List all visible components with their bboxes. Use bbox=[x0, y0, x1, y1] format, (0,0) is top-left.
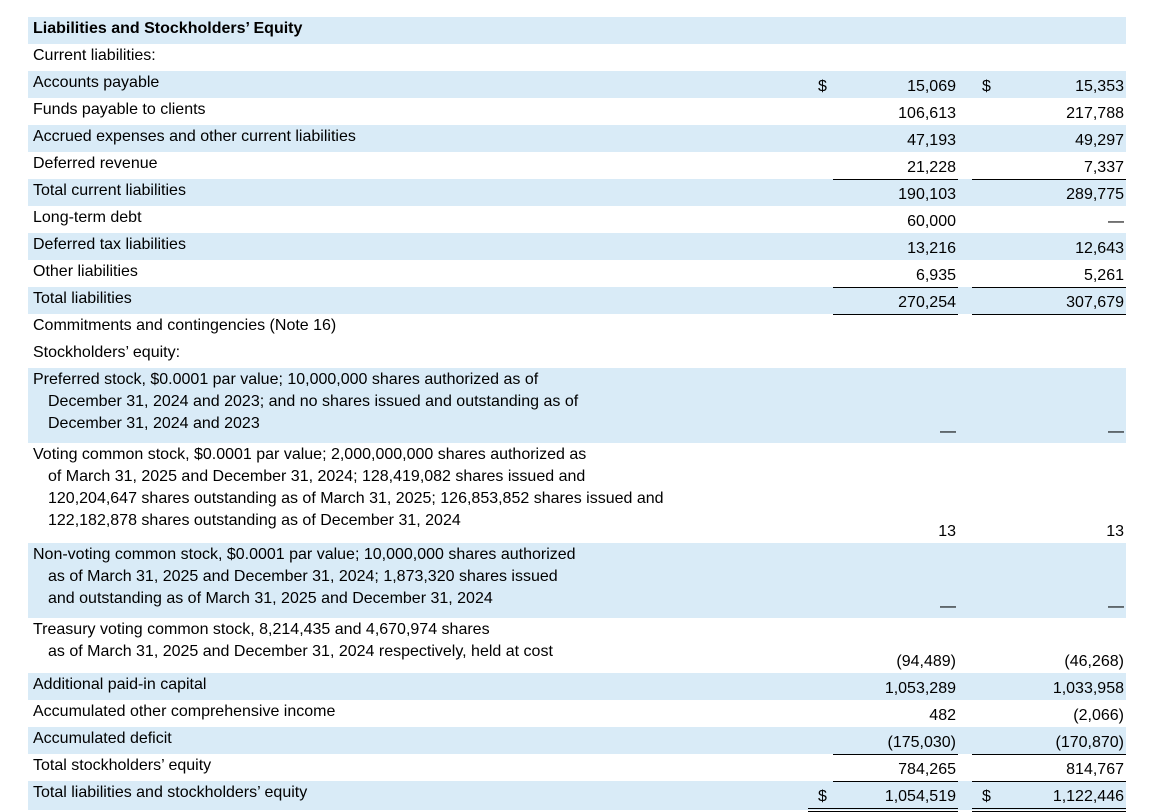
currency-symbol bbox=[972, 125, 997, 152]
value-2024: — bbox=[1108, 213, 1124, 230]
currency-symbol bbox=[972, 233, 997, 260]
value-2024: (170,870) bbox=[997, 727, 1126, 754]
currency-symbol bbox=[972, 179, 997, 206]
value-2025: 270,254 bbox=[833, 287, 958, 314]
table-row bbox=[28, 71, 1126, 98]
row-label: Long-term debt bbox=[33, 209, 142, 226]
value-2025: 21,228 bbox=[833, 152, 958, 179]
currency-symbol bbox=[972, 618, 997, 673]
row-label: Deferred tax liabilities bbox=[28, 233, 808, 260]
table-row bbox=[28, 368, 1126, 443]
value-2025: (175,030) bbox=[833, 727, 958, 754]
currency-symbol bbox=[808, 673, 833, 700]
row-label: Treasury voting common stock, 8,214,435 and 4,670,974 shares as of March 31, 2025 and December 31, 2024 respectively, held at cost bbox=[33, 621, 553, 660]
table-row bbox=[28, 125, 1126, 152]
row-label: Accounts payable bbox=[28, 71, 808, 98]
value-2024: — bbox=[997, 368, 1126, 443]
row-label: Accumulated deficit bbox=[28, 727, 808, 754]
row-label: Stockholders’ equity: bbox=[33, 344, 181, 361]
currency-symbol bbox=[972, 260, 997, 287]
value-2024: 307,679 bbox=[997, 287, 1126, 314]
row-label: Voting common stock, $0.0001 par value; 2,000,000,000 shares authorized as of March 31, 2025 and December 31, 2024; 128,419,082 shares issued and 120,204,647 shares outstanding as of March 31, 2025; 126,853,852 shares issued and 122,182,878 shares outstanding as of December 31, 2024 bbox=[33, 446, 664, 529]
currency-symbol bbox=[972, 152, 997, 179]
value-2024: 5,261 bbox=[997, 260, 1126, 287]
table-row bbox=[28, 727, 1126, 754]
currency-symbol bbox=[808, 125, 833, 152]
value-2024 bbox=[997, 341, 1126, 368]
row-label: Accrued expenses and other current liabilities bbox=[28, 125, 808, 152]
value-2024: 15,353 bbox=[997, 71, 1126, 98]
table-row bbox=[28, 700, 1126, 727]
currency-symbol bbox=[972, 543, 997, 618]
value-2024: 814,767 bbox=[997, 754, 1126, 781]
currency-symbol: $ bbox=[972, 781, 997, 810]
currency-symbol bbox=[972, 368, 997, 443]
value-2025: 13 bbox=[938, 523, 956, 540]
value-2024 bbox=[997, 44, 1126, 71]
row-label: Other liabilities bbox=[33, 263, 138, 280]
row-label: Liabilities and Stockholders’ Equity bbox=[28, 17, 808, 44]
value-2025: 784,265 bbox=[833, 754, 958, 781]
value-2025 bbox=[833, 44, 958, 71]
value-2025: 1,053,289 bbox=[833, 673, 958, 700]
currency-symbol bbox=[808, 314, 833, 341]
value-2024: 1,122,446 bbox=[997, 781, 1126, 810]
value-2024 bbox=[997, 314, 1126, 341]
table-row bbox=[28, 152, 1126, 179]
value-2024: (2,066) bbox=[1073, 707, 1124, 724]
currency-symbol: $ bbox=[972, 71, 997, 98]
value-2025: 47,193 bbox=[833, 125, 958, 152]
value-2025 bbox=[833, 314, 958, 341]
value-2024: 217,788 bbox=[1066, 105, 1124, 122]
table-row bbox=[28, 673, 1126, 700]
currency-symbol: $ bbox=[808, 781, 833, 810]
currency-symbol bbox=[808, 543, 833, 618]
currency-symbol bbox=[972, 17, 997, 44]
table-row bbox=[28, 260, 1126, 287]
currency-symbol bbox=[808, 17, 833, 44]
row-label: Accumulated other comprehensive income bbox=[33, 703, 336, 720]
currency-symbol bbox=[972, 754, 997, 781]
value-2025: 1,054,519 bbox=[833, 781, 958, 810]
value-2025: 60,000 bbox=[907, 213, 956, 230]
currency-symbol bbox=[808, 98, 833, 125]
value-2025 bbox=[833, 17, 958, 44]
table-row bbox=[28, 98, 1126, 125]
currency-symbol bbox=[972, 287, 997, 314]
value-2024: (46,268) bbox=[1064, 653, 1124, 670]
table-row bbox=[28, 314, 1126, 341]
currency-symbol bbox=[808, 443, 833, 543]
row-label: Current liabilities: bbox=[33, 47, 156, 64]
currency-symbol bbox=[808, 260, 833, 287]
row-label: Total liabilities bbox=[28, 287, 808, 314]
row-label: Preferred stock, $0.0001 par value; 10,000,000 shares authorized as of December 31, 2024 and 2023; and no shares issued and outstanding as of December 31, 2024 and 2023 bbox=[28, 368, 808, 443]
value-2025: — bbox=[833, 368, 958, 443]
currency-symbol bbox=[972, 98, 997, 125]
table-row bbox=[28, 179, 1126, 206]
row-label: Additional paid-in capital bbox=[28, 673, 808, 700]
value-2024: 49,297 bbox=[997, 125, 1126, 152]
currency-symbol bbox=[972, 443, 997, 543]
value-2024: — bbox=[997, 543, 1126, 618]
table-row bbox=[28, 17, 1126, 44]
table-row bbox=[28, 341, 1126, 368]
currency-symbol bbox=[972, 44, 997, 71]
currency-symbol bbox=[972, 341, 997, 368]
row-label: Total liabilities and stockholders’ equity bbox=[28, 781, 808, 810]
table-row bbox=[28, 443, 1126, 543]
currency-symbol bbox=[972, 206, 997, 233]
currency-symbol bbox=[808, 233, 833, 260]
currency-symbol bbox=[808, 727, 833, 754]
currency-symbol: $ bbox=[808, 71, 833, 98]
value-2025: 13,216 bbox=[833, 233, 958, 260]
row-label: Non-voting common stock, $0.0001 par value; 10,000,000 shares authorized as of March 31, 2025 and December 31, 2024; 1,873,320 shares issued and outstanding as of March 31, 2025 and December 31, 2024 bbox=[28, 543, 808, 618]
table-row bbox=[28, 206, 1126, 233]
currency-symbol bbox=[808, 206, 833, 233]
row-label: Total current liabilities bbox=[28, 179, 808, 206]
table-row bbox=[28, 543, 1126, 618]
currency-symbol bbox=[808, 287, 833, 314]
currency-symbol bbox=[808, 618, 833, 673]
row-label: Total stockholders’ equity bbox=[33, 757, 212, 774]
value-2025: (94,489) bbox=[896, 653, 956, 670]
row-label: Funds payable to clients bbox=[33, 101, 206, 118]
currency-symbol bbox=[808, 179, 833, 206]
row-label: Deferred revenue bbox=[33, 155, 158, 172]
currency-symbol bbox=[972, 673, 997, 700]
value-2024: 12,643 bbox=[997, 233, 1126, 260]
currency-symbol bbox=[808, 152, 833, 179]
currency-symbol bbox=[972, 727, 997, 754]
currency-symbol bbox=[972, 314, 997, 341]
value-2024: 13 bbox=[1106, 523, 1124, 540]
value-2025 bbox=[833, 341, 958, 368]
value-2024 bbox=[997, 17, 1126, 44]
currency-symbol bbox=[808, 754, 833, 781]
value-2025: 6,935 bbox=[833, 260, 958, 287]
value-2025: 106,613 bbox=[898, 105, 956, 122]
currency-symbol bbox=[808, 700, 833, 727]
table-row bbox=[28, 44, 1126, 71]
value-2025: 190,103 bbox=[833, 179, 958, 206]
table-row bbox=[28, 781, 1126, 810]
currency-symbol bbox=[808, 44, 833, 71]
balance-sheet-table bbox=[28, 17, 1126, 812]
row-label: Commitments and contingencies (Note 16) bbox=[33, 317, 337, 334]
balance-sheet-body bbox=[28, 17, 1126, 810]
currency-symbol bbox=[808, 341, 833, 368]
table-row bbox=[28, 287, 1126, 314]
table-row bbox=[28, 754, 1126, 781]
value-2024: 7,337 bbox=[997, 152, 1126, 179]
value-2025: 482 bbox=[929, 707, 956, 724]
value-2024: 1,033,958 bbox=[997, 673, 1126, 700]
table-row bbox=[28, 618, 1126, 673]
value-2025: — bbox=[833, 543, 958, 618]
currency-symbol bbox=[808, 368, 833, 443]
value-2024: 289,775 bbox=[997, 179, 1126, 206]
value-2025: 15,069 bbox=[833, 71, 958, 98]
currency-symbol bbox=[972, 700, 997, 727]
table-row bbox=[28, 233, 1126, 260]
